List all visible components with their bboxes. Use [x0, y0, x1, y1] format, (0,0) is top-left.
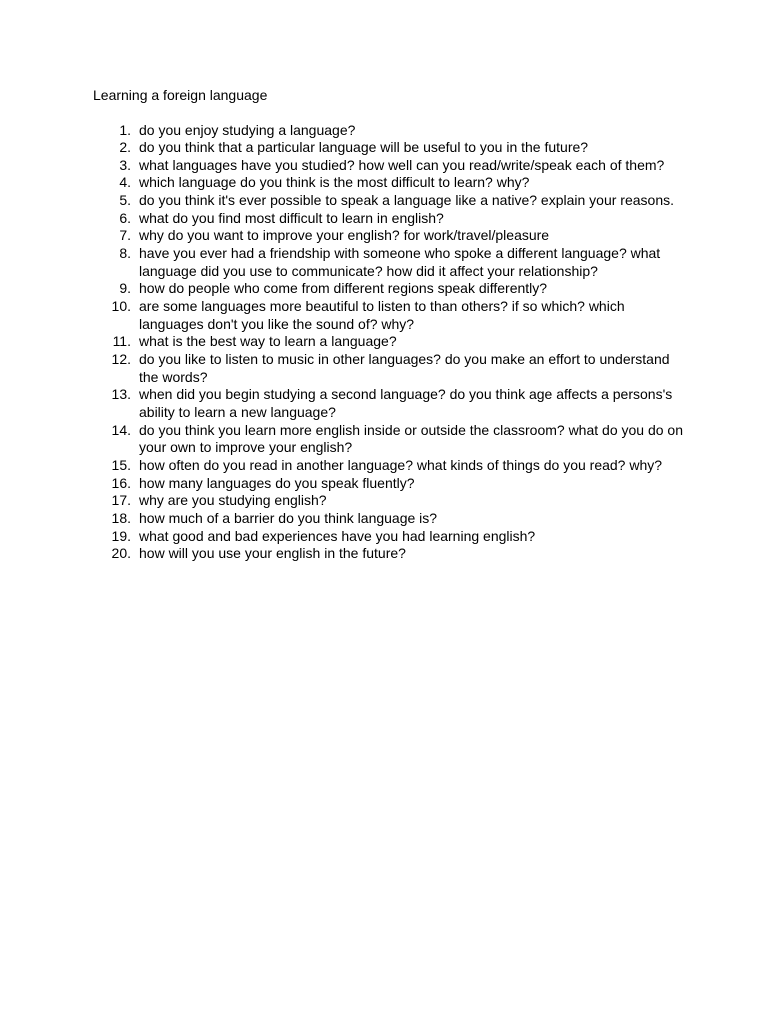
- question-text: how often do you read in another language? what kinds of things do you read? why?: [139, 456, 663, 473]
- question-text: what is the best way to learn a language?: [139, 333, 397, 350]
- question-number: 2.: [119, 139, 131, 156]
- question-item: [0, 333, 768, 351]
- question-number: 7.: [119, 227, 131, 244]
- question-text: what good and bad experiences have you had learning english?: [139, 527, 536, 544]
- question-number: 14.: [111, 421, 131, 438]
- question-item: [0, 457, 768, 475]
- question-text: why do you want to improve your english? for work/travel/pleasure: [139, 227, 550, 244]
- question-text: when did you begin studying a second language? do you think age affects a persons's ability to learn a new language?: [139, 386, 673, 420]
- question-number: 19.: [111, 527, 131, 544]
- question-number: 3.: [119, 156, 131, 173]
- question-text: how will you use your english in the future?: [139, 545, 406, 562]
- question-item: [0, 386, 768, 421]
- question-item: [0, 351, 768, 386]
- question-number: 12.: [111, 351, 131, 368]
- question-item: [0, 157, 768, 175]
- question-text: have you ever had a friendship with someone who spoke a different language? what language did you use to communicate? how did it affect your relationship?: [139, 245, 661, 279]
- question-text: do you enjoy studying a language?: [139, 121, 356, 138]
- question-item: [0, 210, 768, 228]
- question-text: what do you find most difficult to learn in english?: [139, 209, 444, 226]
- question-item: [0, 298, 768, 333]
- question-item: [0, 122, 768, 140]
- question-text: which language do you think is the most difficult to learn? why?: [139, 174, 530, 191]
- question-item: [0, 545, 768, 563]
- question-number: 17.: [111, 492, 131, 509]
- question-text: do you think that a particular language will be useful to you in the future?: [139, 139, 589, 156]
- question-item: [0, 192, 768, 210]
- question-item: [0, 280, 768, 298]
- question-text: do you think you learn more english inside or outside the classroom? what do you do on your own to improve your english?: [139, 421, 683, 456]
- question-list: [0, 122, 768, 563]
- question-item: [0, 174, 768, 192]
- question-item: [0, 510, 768, 528]
- question-item: [0, 245, 768, 280]
- question-number: 1.: [119, 121, 131, 138]
- question-text: how much of a barrier do you think language is?: [139, 509, 438, 526]
- document-title: Learning a foreign language: [93, 87, 268, 103]
- question-text: do you like to listen to music in other languages? do you make an effort to understand the words?: [139, 351, 670, 385]
- question-number: 18.: [111, 509, 131, 526]
- question-number: 15.: [111, 456, 131, 473]
- question-number: 8.: [119, 245, 131, 262]
- question-number: 5.: [119, 192, 131, 209]
- question-text: are some languages more beautiful to listen to than others? if so which? which languages don't you like the sound of? why?: [139, 298, 625, 332]
- question-number: 10.: [111, 298, 131, 315]
- question-number: 6.: [119, 209, 131, 226]
- question-number: 11.: [112, 333, 131, 350]
- question-item: [0, 492, 768, 510]
- question-item: [0, 227, 768, 245]
- question-number: 4.: [119, 174, 131, 191]
- question-item: [0, 475, 768, 493]
- question-number: 9.: [119, 280, 131, 297]
- question-item: [0, 139, 768, 157]
- question-text: how many languages do you speak fluently?: [139, 474, 415, 491]
- question-number: 16.: [111, 474, 131, 491]
- question-text: how do people who come from different regions speak differently?: [139, 280, 548, 297]
- question-text: why are you studying english?: [139, 492, 327, 509]
- question-item: [0, 528, 768, 546]
- question-number: 13.: [111, 386, 131, 403]
- question-text: what languages have you studied? how well can you read/write/speak each of them?: [139, 156, 665, 173]
- question-text: do you think it's ever possible to speak a language like a native? explain your reasons.: [139, 192, 675, 209]
- question-number: 20.: [111, 545, 131, 562]
- question-item: [0, 422, 768, 457]
